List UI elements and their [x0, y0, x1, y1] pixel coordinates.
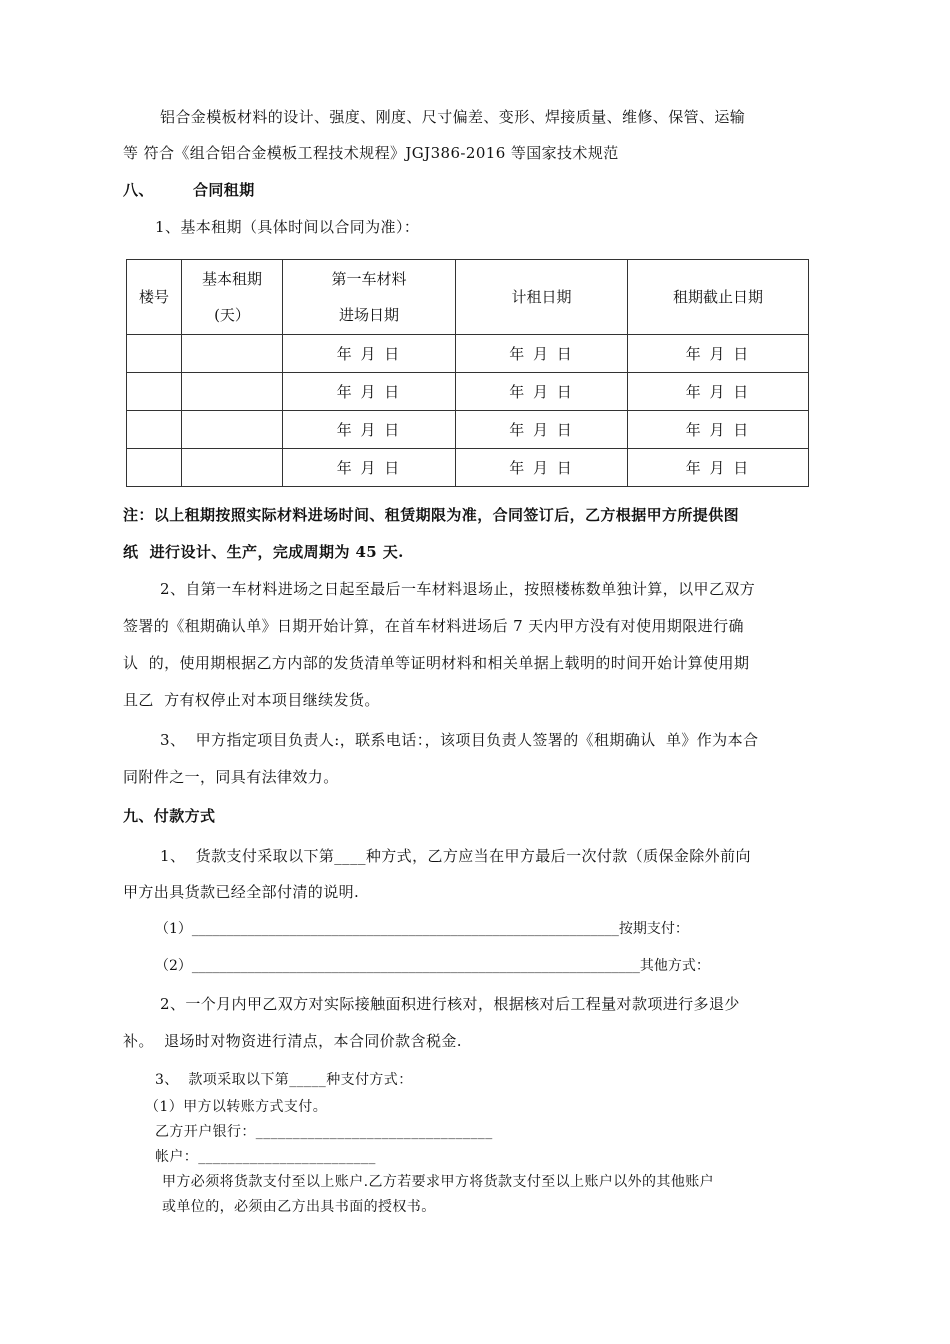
cell-period	[182, 335, 283, 373]
cell-building	[127, 411, 182, 449]
header-first-delivery-line-1: 第一车材料	[331, 270, 407, 288]
section-9-title: 九、付款方式	[123, 807, 216, 825]
table-row	[127, 373, 809, 411]
cell-rent-end-date: 年 月 日	[628, 373, 809, 411]
item-2-line-4: 且乙 方有权停止对本项目继续发货。	[123, 691, 380, 709]
item-3-line-2: 同附件之一，同具有法律效力。	[123, 768, 339, 786]
cell-first-delivery-date: 年 月 日	[283, 411, 456, 449]
cell-first-delivery-date: 年 月 日	[283, 373, 456, 411]
account-field: 帐户：________________________	[155, 1149, 376, 1165]
header-base-period-line-2: (天）	[214, 306, 250, 324]
note-line-2: 纸 进行设计、生产，完成周期为 45 天.	[123, 543, 404, 561]
cell-period	[182, 373, 283, 411]
payment-item-1-line-1: 1、 货款支付采取以下第____种方式，乙方应当在甲方最后一次付款（质保金除外前向	[160, 847, 751, 865]
item-2-line-3: 认 的，使用期根据乙方内部的发货清单等证明材料和相关单据上载明的时间开始计算使用期	[123, 654, 750, 672]
header-building: 楼号	[127, 260, 182, 335]
payment-option-1: （1）_____________________________________________________________按期支付：	[155, 921, 689, 937]
cell-first-delivery-date: 年 月 日	[283, 449, 456, 487]
item-2-line-1: 2、自第一车材料进场之日起至最后一车材料退场止，按照楼栋数单独计算，以甲乙双方	[160, 580, 756, 598]
rent-period-table	[126, 259, 809, 487]
cell-rent-end-date: 年 月 日	[628, 449, 809, 487]
payment-option-2: （2）________________________________________________________________其他方式：	[155, 958, 710, 974]
item-3-line-1: 3、 甲方指定项目负责人:，联系电话：，该项目负责人签署的《租期确认 单》作为本合	[160, 731, 759, 749]
intro-line-2: 等 符合《组合铝合金模板工程技术规程》JGJ386-2016 等国家技术规范	[123, 144, 619, 162]
cell-rent-start-date: 年 月 日	[456, 335, 628, 373]
intro-line-1: 铝合金模板材料的设计、强度、刚度、尺寸偏差、变形、焊接质量、维修、保管、运输	[160, 108, 746, 126]
cell-period	[182, 411, 283, 449]
table-header-row	[127, 260, 809, 335]
bank-name-field: 乙方开户银行：________________________________	[155, 1124, 493, 1140]
cell-rent-start-date: 年 月 日	[456, 373, 628, 411]
payment-item-3-sub-1: （1）甲方以转账方式支付。	[145, 1099, 328, 1115]
note-line-1: 注：以上租期按照实际材料进场时间、租赁期限为准，合同签订后，乙方根据甲方所提供图	[123, 506, 740, 524]
cell-building	[127, 335, 182, 373]
cell-rent-start-date: 年 月 日	[456, 449, 628, 487]
payment-item-1-line-2: 甲方出具货款已经全部付清的说明.	[123, 883, 360, 901]
payment-item-2-line-2: 补。 退场时对物资进行清点，本合同价款含税金.	[123, 1032, 462, 1050]
payment-warning-line-1: 甲方必须将货款支付至以上账户.乙方若要求甲方将货款支付至以上账户以外的其他账户	[162, 1174, 715, 1190]
payment-item-3: 3、 款项采取以下第_____种支付方式：	[155, 1072, 413, 1088]
cell-building	[127, 373, 182, 411]
cell-period	[182, 449, 283, 487]
header-rent-start: 计租日期	[456, 260, 628, 335]
header-first-delivery-line-2: 进场日期	[338, 306, 399, 324]
header-base-period-line-1: 基本租期	[201, 270, 262, 288]
cell-building	[127, 449, 182, 487]
cell-rent-end-date: 年 月 日	[628, 335, 809, 373]
cell-rent-end-date: 年 月 日	[628, 411, 809, 449]
table-row	[127, 449, 809, 487]
header-rent-end: 租期截止日期	[628, 260, 809, 335]
section-8-item-1: 1、基本租期（具体时间以合同为准）：	[155, 218, 420, 236]
cell-rent-start-date: 年 月 日	[456, 411, 628, 449]
table-row	[127, 411, 809, 449]
header-base-period	[182, 260, 283, 335]
section-8-number: 八、	[123, 181, 154, 199]
payment-warning-line-2: 或单位的，必须由乙方出具书面的授权书。	[162, 1199, 436, 1215]
table-row	[127, 335, 809, 373]
item-2-line-2: 签署的《租期确认单》日期开始计算，在首车材料进场后 7 天内甲方没有对使用期限进行确	[123, 617, 744, 635]
payment-item-2-line-1: 2、一个月内甲乙双方对实际接触面积进行核对，根据核对后工程量对款项进行多退少	[160, 995, 740, 1013]
header-first-delivery	[283, 260, 456, 335]
cell-first-delivery-date: 年 月 日	[283, 335, 456, 373]
section-8-title: 合同租期	[193, 181, 255, 199]
